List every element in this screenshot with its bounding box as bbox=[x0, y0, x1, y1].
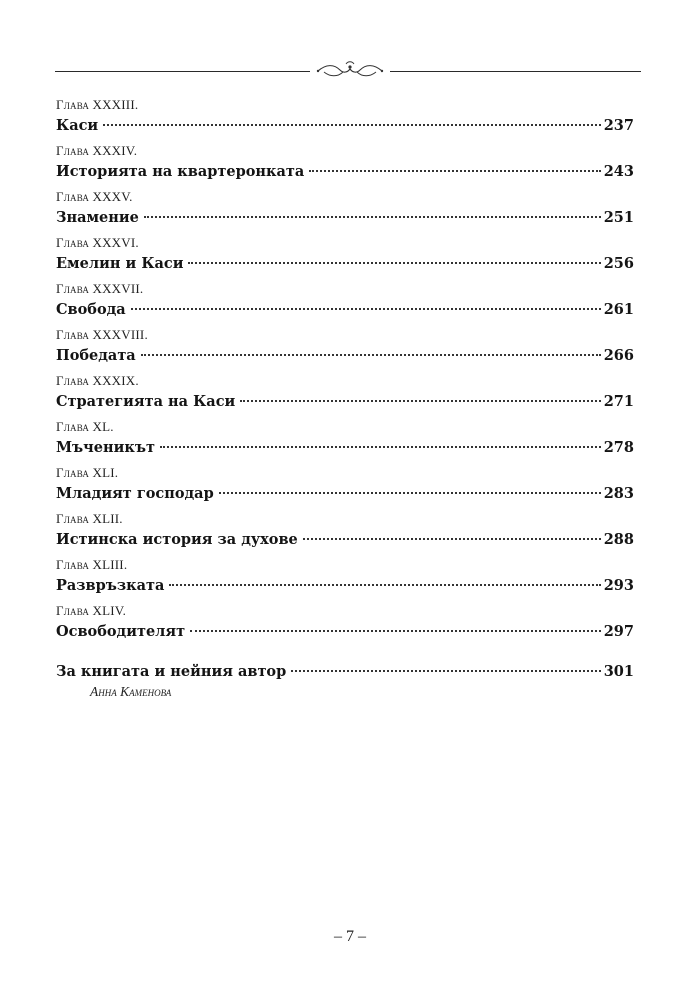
chapter-title: Освободителят bbox=[56, 623, 186, 640]
dot-leader bbox=[240, 400, 600, 402]
dot-leader bbox=[169, 584, 600, 586]
page-folio: – 7 – bbox=[334, 928, 366, 945]
toc-entry[interactable] bbox=[56, 374, 634, 420]
chapter-title: Стратегията на Каси bbox=[56, 393, 236, 410]
toc-entry[interactable] bbox=[56, 328, 634, 374]
table-of-contents bbox=[56, 98, 634, 650]
chapter-label: Глава XXXVI. bbox=[56, 235, 139, 250]
chapter-title: Каси bbox=[56, 117, 99, 134]
chapter-label: Глава XLIII. bbox=[56, 557, 128, 572]
chapter-title: Истинска история за духове bbox=[56, 531, 298, 548]
chapter-label: Глава XXXIV. bbox=[56, 143, 138, 158]
chapter-label: Глава XXXIX. bbox=[56, 373, 139, 388]
dot-leader bbox=[303, 538, 601, 540]
page-number: 283 bbox=[603, 485, 634, 502]
toc-entry[interactable] bbox=[56, 466, 634, 512]
chapter-title: Свобода bbox=[56, 301, 126, 318]
chapter-title: Победата bbox=[56, 347, 136, 364]
dot-leader bbox=[144, 216, 601, 218]
page-number: 261 bbox=[603, 301, 634, 318]
toc-entry[interactable] bbox=[56, 604, 634, 650]
page-number: 266 bbox=[603, 347, 634, 364]
chapter-label: Глава XXXIII. bbox=[56, 97, 139, 112]
dot-leader bbox=[309, 170, 600, 172]
chapter-label: Глава XXXV. bbox=[56, 189, 133, 204]
toc-entry[interactable] bbox=[56, 144, 634, 190]
page-number: 256 bbox=[603, 255, 634, 272]
page-number: 271 bbox=[603, 393, 634, 410]
scroll-flourish-icon bbox=[310, 58, 390, 82]
chapter-label: Глава XLI. bbox=[56, 465, 119, 480]
dot-leader bbox=[219, 492, 601, 494]
chapter-label: Глава XLII. bbox=[56, 511, 123, 526]
chapter-title: Развръзката bbox=[56, 577, 165, 594]
afterword-author: Анна Каменова bbox=[90, 684, 172, 699]
dot-leader bbox=[291, 670, 600, 672]
chapter-title: Историята на квартеронката bbox=[56, 163, 305, 180]
page-number: 288 bbox=[603, 531, 634, 548]
afterword-title: За книгата и нейния автор bbox=[56, 663, 287, 680]
page-number: 301 bbox=[603, 663, 634, 680]
dot-leader bbox=[141, 354, 601, 356]
dot-leader bbox=[190, 630, 601, 632]
chapter-label: Глава XXXVIII. bbox=[56, 327, 148, 342]
chapter-title: Знамение bbox=[56, 209, 139, 226]
dot-leader bbox=[160, 446, 601, 448]
chapter-label: Глава XL. bbox=[56, 419, 114, 434]
toc-entry[interactable] bbox=[56, 558, 634, 604]
chapter-title: Мъченикът bbox=[56, 439, 155, 456]
chapter-label: Глава XXXVII. bbox=[56, 281, 144, 296]
toc-entry[interactable] bbox=[56, 512, 634, 558]
toc-entry[interactable] bbox=[56, 190, 634, 236]
toc-entry[interactable] bbox=[56, 236, 634, 282]
page-number: 293 bbox=[603, 577, 634, 594]
dot-leader bbox=[188, 262, 600, 264]
chapter-title: Младият господар bbox=[56, 485, 214, 502]
page-number: 243 bbox=[603, 163, 634, 180]
chapter-label: Глава XLIV. bbox=[56, 603, 127, 618]
toc-entry[interactable] bbox=[56, 282, 634, 328]
page-number: 278 bbox=[603, 439, 634, 456]
toc-entry[interactable] bbox=[56, 420, 634, 466]
page-number: 297 bbox=[603, 623, 634, 640]
dot-leader bbox=[131, 308, 601, 310]
page-number: 237 bbox=[603, 117, 634, 134]
afterword-entry[interactable] bbox=[56, 661, 634, 700]
dot-leader bbox=[103, 124, 601, 126]
toc-entry[interactable] bbox=[56, 98, 634, 144]
chapter-title: Емелин и Каси bbox=[56, 255, 184, 272]
page-number: 251 bbox=[603, 209, 634, 226]
